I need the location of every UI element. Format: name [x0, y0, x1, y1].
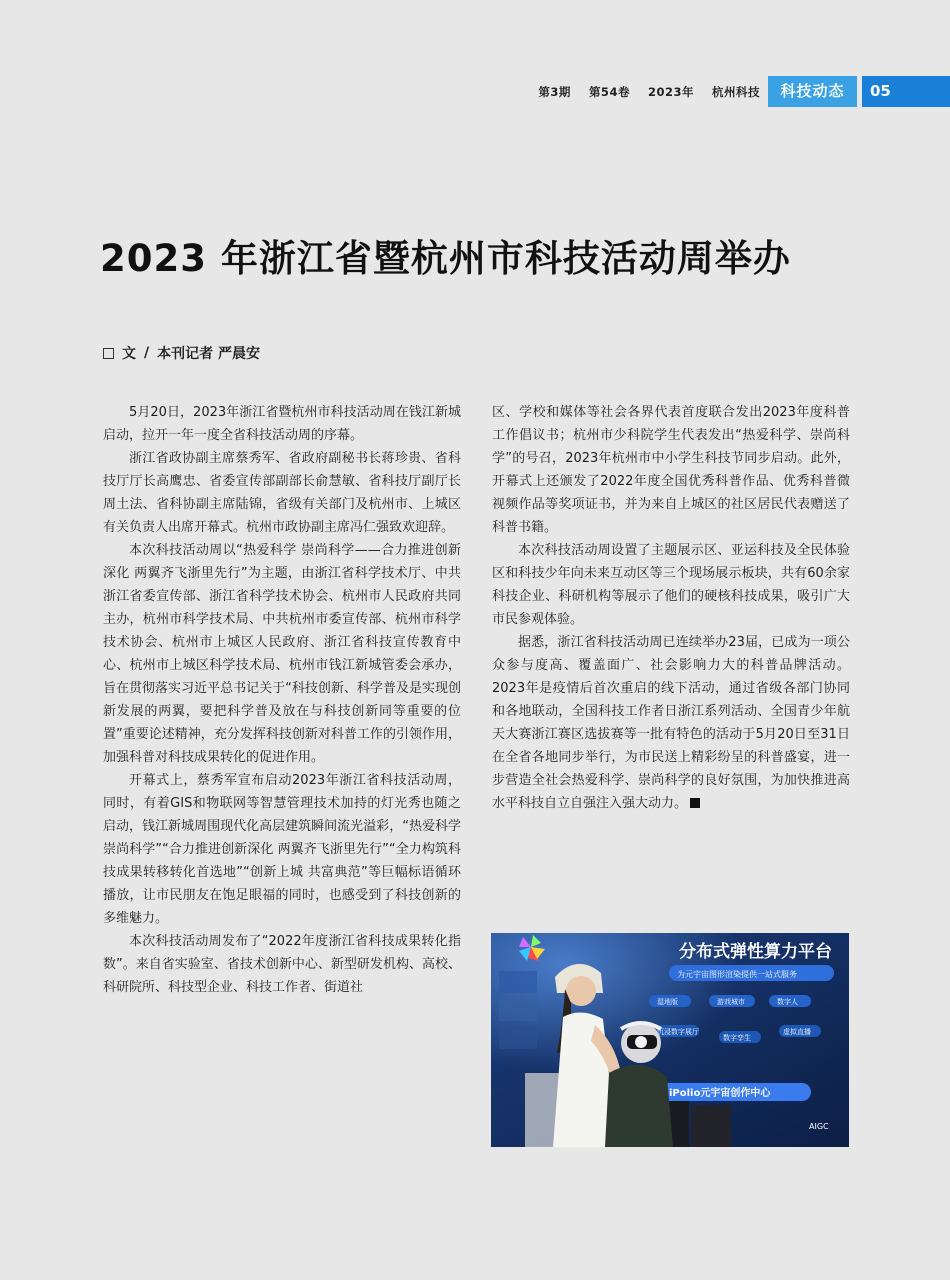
section-tab: 科技动态 — [768, 76, 857, 107]
display-node: 游戏城市 — [717, 998, 745, 1006]
right-column — [492, 401, 850, 815]
paragraph: 本次科技活动周发布了“2022年度浙江省科技成果转化指数”。来自省实验室、省技术创新中心、新型研发机构、高校、科研院所、科技型企业、科技工作者、街道社 — [103, 934, 461, 995]
display-node: 虚拟直播 — [783, 1028, 811, 1036]
paragraph: 本次科技活动周设置了主题展示区、亚运科技及全民体验区和科技少年向未来互动区等三个现场展示板块，共有60余家科技企业、科研机构等展示了他们的硬核科技成果，吸引广大市民参观体验。 — [492, 543, 850, 627]
paragraph: 本次科技活动周以“热爱科学 崇尚科学——合力推进创新深化 两翼齐飞浙里先行”为主题，由浙江省科学技术厅、中共浙江省委宣传部、浙江省科学技术协会、杭州市人民政府共同主办，杭州市科学技术局、中共杭州市委宣传部、杭州市科学技术协会、杭州市上城区人民政府、浙江省科技宣传教育中心、杭州市上城区科学技术局、杭州市钱江新城管委会承办，旨在贯彻落实习近平总书记关于“科技创新、科学普及是实现创新发展的两翼，要把科学普及放在与科技创新同等重要的位置”重要论述精神，充分发挥科技创新对科普工作的引领作用，加强科普对科技成果转化的促进作用。 — [103, 543, 461, 765]
issue-info — [500, 84, 760, 100]
display-node: 湿地版 — [657, 998, 678, 1006]
paragraph — [492, 631, 850, 815]
paragraph: 5月20日，2023年浙江省暨杭州市科技活动周在钱江新城启动，拉开一年一度全省科技活动周的序幕。 — [103, 405, 461, 443]
event-photo — [491, 933, 849, 1147]
display-footer: iPolio元宇宙创作中心 — [669, 1088, 771, 1099]
page-number: 05 — [862, 76, 950, 107]
journal-name: 杭州科技 — [712, 85, 760, 99]
volume-label: 第54卷 — [588, 85, 630, 99]
paragraph: 浙江省政协副主席蔡秀军、省政府副秘书长蒋珍贵、省科技厅厅长高鹰忠、省委宣传部副部长俞慧敏、省科技厅副厅长周土法、省科协副主席陆锦，省级有关部门及杭州市、上城区有关负责人出席开幕式。杭州市政协副主席冯仁强致欢迎辞。 — [103, 451, 461, 535]
photo-illustration — [491, 933, 849, 1147]
display-node: 数字人 — [777, 998, 798, 1006]
paragraph: 区、学校和媒体等社会各界代表首度联合发出2023年度科普工作倡议书；杭州市少科院学生代表发出“热爱科学、崇尚科学”的号召，2023年杭州市中小学生科技节同步启动。此外，开幕式上还颁发了2022年度全国优秀科普作品、优秀科普微视频作品等奖项证书，并为来自上城区的社区居民代表赠送了科普书籍。 — [492, 405, 850, 535]
issue-label: 第3期 — [538, 85, 571, 99]
display-subtitle: 为元宇宙图形渲染提供一站式服务 — [677, 970, 797, 979]
year-label: 2023年 — [647, 85, 694, 99]
byline-author: 本刊记者 严晨安 — [157, 346, 260, 362]
end-mark-icon — [690, 798, 700, 808]
display-title: 分布式弹性算力平台 — [679, 942, 832, 962]
paragraph-text: 据悉，浙江省科技活动周已连续举办23届，已成为一项公众参与度高、覆盖面广、社会影响力大的科普品牌活动。2023年是疫情后首次重启的线下活动，通过省级各部门协同和各地联动，全国科技工作者日浙江系列活动、全国青少年航天大赛浙江赛区选拔赛等一批有特色的活动于5月20日至31日在全省各地同步举行，为市民送上精彩纷呈的科普盛宴，进一步营造全社会热爱科学、崇尚科学的良好氛围，为加快推进高水平科技自立自强注入强大动力。 — [492, 635, 850, 811]
display-node: 沉浸数字展厅 — [657, 1028, 699, 1036]
byline-separator: / — [144, 345, 150, 361]
display-tag: AIGC — [809, 1122, 829, 1131]
left-column — [103, 401, 461, 999]
byline — [103, 343, 260, 363]
article-title: 2023 年浙江省暨杭州市科技活动周举办 — [100, 237, 791, 280]
display-node: 数字孪生 — [723, 1034, 751, 1042]
square-bullet-icon — [103, 348, 114, 359]
byline-prefix: 文 — [122, 346, 136, 362]
paragraph: 开幕式上，蔡秀军宣布启动2023年浙江省科技活动周，同时，有着GIS和物联网等智慧管理技术加持的灯光秀也随之启动，钱江新城周围现代化高层建筑瞬间流光溢彩，“热爱科学 崇尚科学”“合力推进创新深化 两翼齐飞浙里先行”“全力构筑科技成果转移转化首选地”“创新上城 共富典范”等巨幅标语循环播放，让市民朋友在饱足眼福的同时，也感受到了科技创新的多维魅力。 — [103, 773, 461, 926]
